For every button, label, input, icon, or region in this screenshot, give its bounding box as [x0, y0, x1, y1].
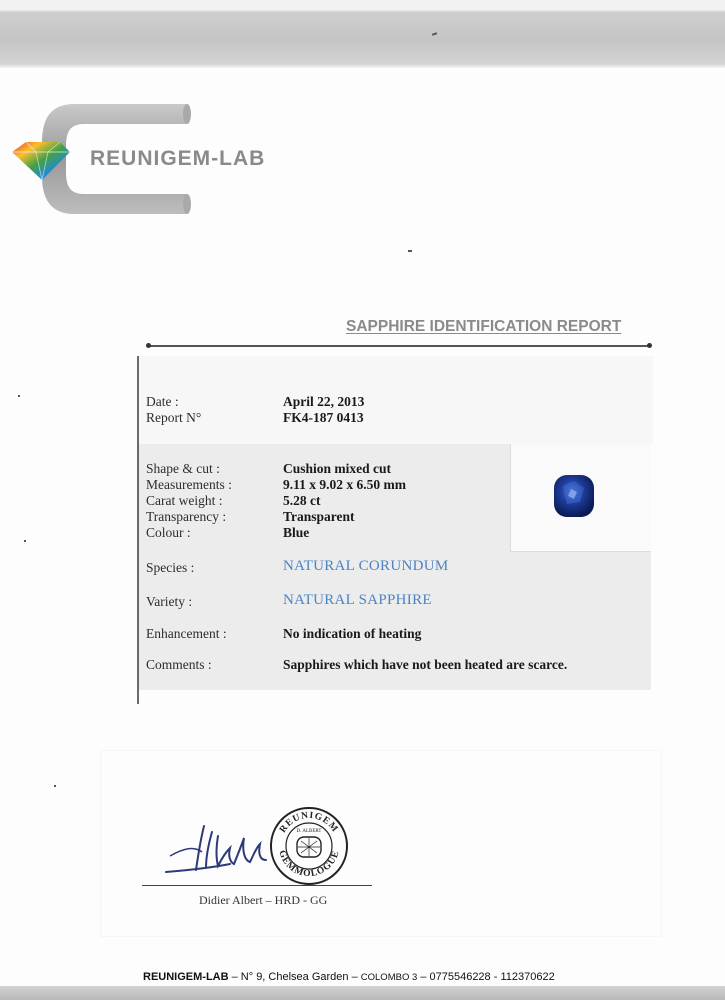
date-label: Date :	[146, 394, 179, 409]
footer-city: COLOMBO 3	[360, 972, 418, 983]
colour-label: Colour :	[146, 525, 191, 540]
stamp-top-text: REUNIGEM	[278, 810, 340, 835]
stamp-bottom-text: GEMMOLOGUE	[276, 849, 342, 880]
scan-speck	[24, 540, 26, 542]
top-scan-band	[0, 0, 725, 68]
report-number-label: Report N°	[146, 410, 202, 425]
footer-street: – N° 9, Chelsea Garden –	[228, 971, 361, 983]
carat-weight-label: Carat weight :	[146, 493, 223, 508]
report-number-value: FK4-187 0413	[283, 410, 364, 425]
species-value: NATURAL CORUNDUM	[283, 558, 449, 574]
comments-value: Sapphires which have not been heated are scarce.	[283, 657, 568, 672]
enhancement-label: Enhancement :	[146, 626, 227, 641]
lab-logo	[12, 102, 302, 216]
carat-weight-value: 5.28 ct	[283, 493, 321, 508]
stamp-middle-text: D. ALBERT	[296, 829, 322, 834]
variety-value: NATURAL SAPPHIRE	[283, 592, 432, 608]
scan-speck	[54, 785, 56, 787]
date-value: April 22, 2013	[283, 394, 365, 409]
scan-speck	[408, 250, 412, 252]
lab-stamp-seal	[268, 805, 350, 887]
title-divider	[148, 345, 650, 347]
variety-label: Variety :	[146, 594, 193, 609]
signature-line	[142, 885, 372, 886]
footer-phones: – 0775546228 - 112370622	[417, 971, 555, 983]
comments-label: Comments :	[146, 657, 212, 672]
measurements-value: 9.11 x 9.02 x 6.50 mm	[283, 477, 406, 492]
scan-speck	[18, 395, 20, 397]
shape-cut-value: Cushion mixed cut	[283, 461, 392, 476]
transparency-label: Transparency :	[146, 509, 227, 524]
footer-address	[143, 971, 555, 983]
signatory-name: Didier Albert – HRD - GG	[199, 893, 328, 907]
species-label: Species :	[146, 560, 195, 575]
transparency-value: Transparent	[283, 509, 355, 524]
footer-lab-name: REUNIGEM-LAB	[143, 971, 229, 983]
bottom-scan-band	[0, 986, 725, 1000]
gem-photo-frame	[510, 444, 651, 552]
measurements-label: Measurements :	[146, 477, 232, 492]
gemstone-photo	[511, 444, 651, 551]
report-header-panel	[139, 356, 653, 444]
shape-cut-label: Shape & cut :	[146, 461, 220, 476]
lab-name: REUNIGEM-LAB	[90, 147, 266, 170]
report-title: SAPPHIRE IDENTIFICATION REPORT	[346, 318, 622, 335]
colour-value: Blue	[283, 525, 310, 540]
enhancement-value: No indication of heating	[283, 626, 422, 641]
